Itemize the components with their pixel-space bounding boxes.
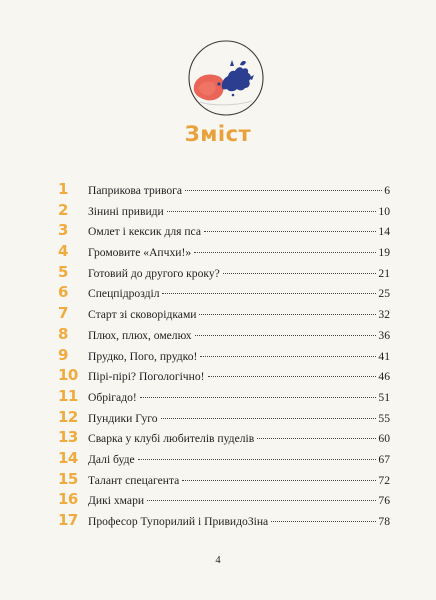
dot-leader xyxy=(161,418,377,419)
dot-leader xyxy=(195,335,377,336)
chapter-page-number: 78 xyxy=(378,515,390,528)
toc-entry[interactable] xyxy=(58,490,390,511)
chapter-title: Сварка у клубі любителів пуделів xyxy=(88,432,255,446)
toc-entry[interactable] xyxy=(58,470,390,491)
chapter-number: 16 xyxy=(58,490,78,509)
chapter-title: Паприкова тривога xyxy=(88,184,183,197)
toc-entry[interactable] xyxy=(58,449,390,470)
paint-splash-emblem-icon xyxy=(186,38,266,118)
chapter-number: 10 xyxy=(58,366,78,385)
toc-entry[interactable] xyxy=(58,325,390,346)
chapter-page-number: 60 xyxy=(378,432,390,446)
chapter-number: 9 xyxy=(58,345,68,364)
chapter-number: 6 xyxy=(58,283,68,302)
dot-leader xyxy=(140,397,377,398)
chapter-number: 3 xyxy=(58,221,68,240)
dot-leader xyxy=(194,252,376,253)
chapter-page-number: 76 xyxy=(378,494,390,508)
chapter-number: 8 xyxy=(58,324,68,343)
chapter-page-number: 51 xyxy=(378,390,390,404)
toc-entry[interactable] xyxy=(58,408,390,429)
toc-entry[interactable] xyxy=(58,242,390,263)
chapter-page-number: 19 xyxy=(378,246,390,260)
dot-leader xyxy=(199,314,376,315)
chapter-number: 17 xyxy=(58,511,78,529)
dot-leader xyxy=(138,459,377,460)
chapter-title: Готовий до другого кроку? xyxy=(88,266,220,280)
chapter-title: Спецпідрозділ xyxy=(88,287,160,301)
chapter-number: 11 xyxy=(58,386,78,405)
dot-leader xyxy=(162,293,376,294)
chapter-number: 14 xyxy=(58,448,78,467)
chapter-number: 5 xyxy=(58,262,68,281)
chapter-page-number: 55 xyxy=(378,411,390,425)
chapter-number: 1 xyxy=(58,180,68,198)
toc-entry[interactable] xyxy=(58,180,390,201)
dot-leader xyxy=(204,231,376,232)
dot-leader xyxy=(200,356,376,357)
chapter-title: Талант спецагента xyxy=(88,473,180,487)
dot-leader xyxy=(223,273,377,274)
chapter-title: Громовите «Апчхи!» xyxy=(88,246,192,260)
chapter-title: Дикі хмари xyxy=(88,494,145,508)
chapter-page-number: 10 xyxy=(378,204,390,218)
chapter-title: Професор Тупорилий і ПривидоЗіна xyxy=(88,515,269,528)
dot-leader xyxy=(185,190,382,191)
chapter-title: Обрігадо! xyxy=(88,390,137,404)
chapter-number: 13 xyxy=(58,428,78,447)
chapter-title: Омлет і кексик для пса xyxy=(88,225,201,239)
toc-entry[interactable] xyxy=(58,304,390,325)
dot-leader xyxy=(167,211,377,212)
chapter-title: Пундики Гуго xyxy=(88,411,158,425)
chapter-page-number: 36 xyxy=(378,328,390,342)
toc-entry[interactable] xyxy=(58,263,390,284)
chapter-page-number: 32 xyxy=(378,308,390,322)
chapter-number: 12 xyxy=(58,407,78,426)
chapter-title: Прудко, Пого, прудко! xyxy=(88,349,198,363)
toc-entry[interactable] xyxy=(58,366,390,387)
chapter-page-number: 72 xyxy=(378,473,390,487)
chapter-number: 7 xyxy=(58,304,68,323)
chapter-page-number: 67 xyxy=(378,452,390,466)
dot-leader xyxy=(257,438,376,439)
chapter-page-number: 41 xyxy=(378,349,390,363)
toc-entry[interactable] xyxy=(58,387,390,408)
chapter-number: 4 xyxy=(58,242,68,261)
chapter-page-number: 6 xyxy=(384,184,390,197)
toc-entry[interactable] xyxy=(58,428,390,449)
chapter-title: Старт зі сковорідками xyxy=(88,308,197,322)
toc-entry[interactable] xyxy=(58,346,390,367)
dot-leader xyxy=(182,480,376,481)
chapter-title: Далі буде xyxy=(88,452,135,466)
chapter-title: Плюх, плюх, омелюх xyxy=(88,328,192,342)
dot-leader xyxy=(147,500,376,501)
chapter-number: 2 xyxy=(58,200,68,219)
chapter-title: Пірі-пірі? Погологічно! xyxy=(88,370,205,384)
toc-entry[interactable] xyxy=(58,511,390,532)
dot-leader xyxy=(271,521,376,522)
chapter-page-number: 25 xyxy=(378,287,390,301)
page-number: 4 xyxy=(215,555,221,566)
chapter-page-number: 21 xyxy=(378,266,390,280)
chapter-number: 15 xyxy=(58,469,78,488)
toc-entry[interactable] xyxy=(58,221,390,242)
toc-entry[interactable] xyxy=(58,201,390,222)
chapter-title: Зінині привиди xyxy=(88,204,164,218)
page-title: Зміст xyxy=(184,122,252,146)
chapter-page-number: 14 xyxy=(378,225,390,239)
dot-leader xyxy=(208,376,377,377)
chapter-page-number: 46 xyxy=(378,370,390,384)
toc-entry[interactable] xyxy=(58,283,390,304)
table-of-contents xyxy=(58,180,390,532)
